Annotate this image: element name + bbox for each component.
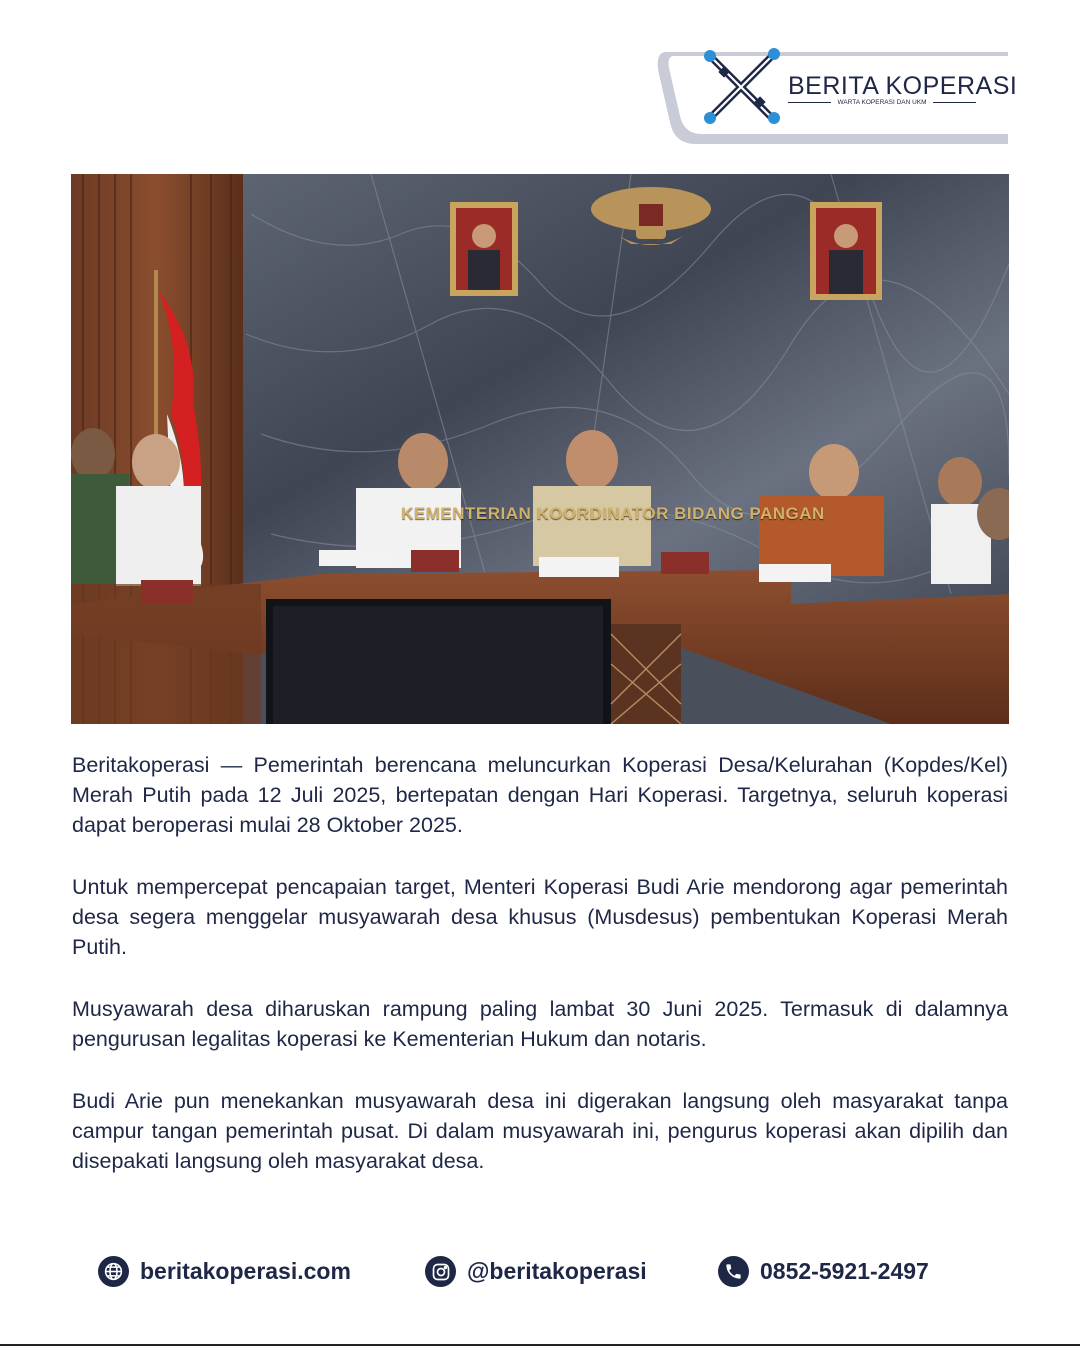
article-paragraph: Untuk mempercepat pencapaian target, Menteri Koperasi Budi Arie mendorong agar pemerintah desa segera menggelar musyawarah desa khusus (Musdesus) pembentukan Koperasi Merah Putih.: [72, 875, 1008, 959]
contact-footer: [0, 1256, 1080, 1296]
brand-tagline-text: WARTA KOPERASI DAN UKM: [837, 99, 927, 106]
phone-icon: [718, 1256, 749, 1287]
instagram-text: @beritakoperasi: [467, 1258, 647, 1284]
bottom-divider: [0, 1344, 1080, 1346]
article-body: [72, 750, 1008, 1208]
meeting-photo: [71, 174, 1009, 724]
globe-icon: [98, 1256, 129, 1287]
website-link[interactable]: [98, 1256, 351, 1287]
phone-link[interactable]: [718, 1256, 929, 1287]
phone-text: 0852-5921-2497: [760, 1258, 929, 1284]
article-paragraph: Beritakoperasi — Pemerintah berencana meluncurkan Koperasi Desa/Kelurahan (Kopdes/Kel) Merah Putih pada 12 Juli 2025, bertepatan dengan Hari Koperasi. Targetnya, seluruh koperasi dapat beroperasi mulai 28 Oktober 2025.: [72, 753, 1008, 837]
article-paragraph: Budi Arie pun menekankan musyawarah desa ini digerakan langsung oleh masyarakat tanpa campur tangan pemerintah pusat. Di dalam musyawarah ini, pengurus koperasi akan dipilih dan disepakati langsung oleh masyarakat desa.: [72, 1089, 1008, 1173]
instagram-icon: [425, 1256, 456, 1287]
brand-tagline: [788, 99, 976, 106]
berita-koperasi-logo-icon: [700, 46, 784, 128]
brand-name: BERITA KOPERASI: [788, 72, 1018, 100]
article-paragraph: Musyawarah desa diharuskan rampung paling lambat 30 Juni 2025. Termasuk di dalamnya pengurusan legalitas koperasi ke Kementerian Hukum dan notaris.: [72, 997, 1008, 1051]
website-text: beritakoperasi.com: [140, 1258, 351, 1284]
wall-sign-text: KEMENTERIAN KOORDINATOR BIDANG PANGAN: [401, 504, 825, 523]
instagram-link[interactable]: [425, 1256, 647, 1287]
